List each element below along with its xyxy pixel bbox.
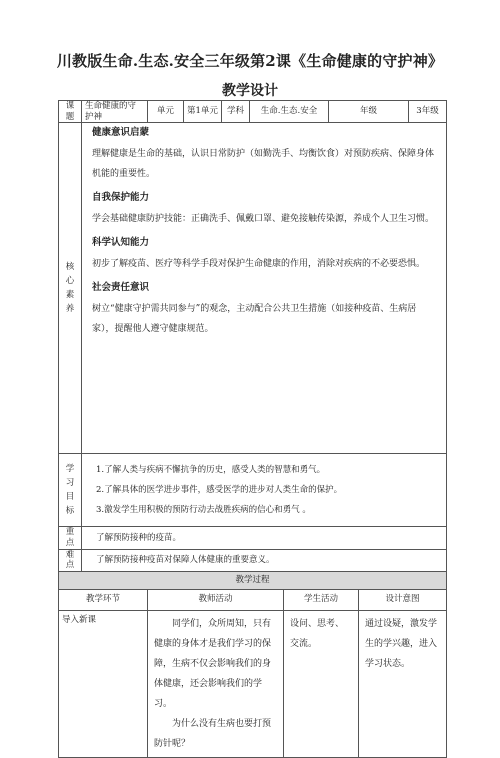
grade-label: 年级 bbox=[329, 101, 409, 123]
topic-label: 课题 bbox=[59, 101, 82, 123]
objective-item: 2.了解具体的医学进步事件，感受医学的进步对人类生命的保护。 bbox=[96, 485, 343, 496]
document-title: 川教版生命.生态.安全三年级第2课《生命健康的守护神》 bbox=[56, 52, 444, 70]
student-activity-text: 设问、思考、交流。 bbox=[290, 618, 345, 649]
header-row bbox=[59, 101, 447, 123]
unit-label: 单元 bbox=[148, 101, 184, 123]
col-teacher: 教师活动 bbox=[148, 589, 284, 610]
col-student: 学生活动 bbox=[284, 589, 359, 610]
objectives-content bbox=[82, 454, 447, 527]
process-row bbox=[59, 610, 447, 757]
section-heading: 社会责任意识 bbox=[92, 281, 150, 293]
document-subtitle: 教学设计 bbox=[222, 83, 278, 99]
section-text: 理解健康是生命的基础，认识日常防护（如勤洗手、均衡饮食）对预防疾病、保障身体机能的重要性。 bbox=[92, 149, 435, 180]
objective-item: 1.了解人类与疾病不懈抗争的历史，感受人类的智慧和勇气。 bbox=[96, 465, 326, 476]
topic-value: 生命健康的守护神 bbox=[82, 101, 148, 123]
section-heading: 自我保护能力 bbox=[92, 192, 150, 204]
section-text: 学会基础健康防护技能：正确洗手、佩戴口罩、避免接触传染源，养成个人卫生习惯。 bbox=[92, 214, 435, 224]
difficult-point-row bbox=[59, 549, 447, 571]
core-literacy-content bbox=[82, 123, 447, 454]
subject-value: 生命.生态.安全 bbox=[250, 101, 329, 123]
objective-item: 3.激发学生用积极的预防行动去战胜疾病的信心和勇气 。 bbox=[96, 505, 311, 516]
core-literacy-label: 核 心 素养 bbox=[59, 123, 82, 454]
lesson-plan-table bbox=[58, 100, 447, 758]
stage-cell: 导入新课 bbox=[59, 610, 148, 757]
design-intent-text: 通过设疑，激发学生的学兴趣，进入学习状态。 bbox=[365, 618, 438, 669]
key-point-label: 重点 bbox=[59, 527, 82, 549]
section-text: 初步了解疫苗、医疗等科学手段对保护生命健康的作用，消除对疾病的不必要恐惧。 bbox=[92, 258, 426, 269]
process-title-row bbox=[59, 571, 447, 589]
student-activity-cell bbox=[284, 610, 359, 757]
objectives-row bbox=[59, 454, 447, 527]
section-heading: 科学认知能力 bbox=[92, 237, 150, 248]
design-intent-cell bbox=[359, 610, 447, 757]
core-literacy-row bbox=[59, 123, 447, 454]
teacher-activity-text: 同学们，众所周知，只有健康的身体才是我们学习的保障，生病不仅会影响我们的身体健康，还会影响我们的学习。 bbox=[154, 618, 272, 709]
teacher-activity-question: 为什么没有生病也要打预防针呢？ bbox=[154, 718, 272, 749]
difficult-point-label: 难点 bbox=[59, 549, 82, 571]
subject-label: 学科 bbox=[222, 101, 250, 123]
key-point-row bbox=[59, 527, 447, 549]
teacher-activity-cell bbox=[148, 610, 284, 757]
process-header-row bbox=[59, 589, 447, 610]
unit-value: 第1单元 bbox=[184, 101, 222, 123]
col-intent: 设计意图 bbox=[359, 589, 447, 610]
key-point-text: 了解预防接种的疫苗。 bbox=[82, 527, 447, 549]
section-heading: 健康意识启蒙 bbox=[92, 127, 150, 139]
col-stage: 教学环节 bbox=[59, 589, 148, 610]
section-text: 树立“健康守护需共同参与”的观念，主动配合公共卫生措施（如接种疫苗、生病居家），提醒他人遵守健康规范。 bbox=[92, 303, 417, 334]
difficult-point-text: 了解预防接种疫苗对保障人体健康的重要意义。 bbox=[82, 549, 447, 571]
grade-value: 3年级 bbox=[409, 101, 447, 123]
process-title: 教学过程 bbox=[59, 571, 447, 589]
objectives-label: 学习 目标 bbox=[59, 454, 82, 527]
